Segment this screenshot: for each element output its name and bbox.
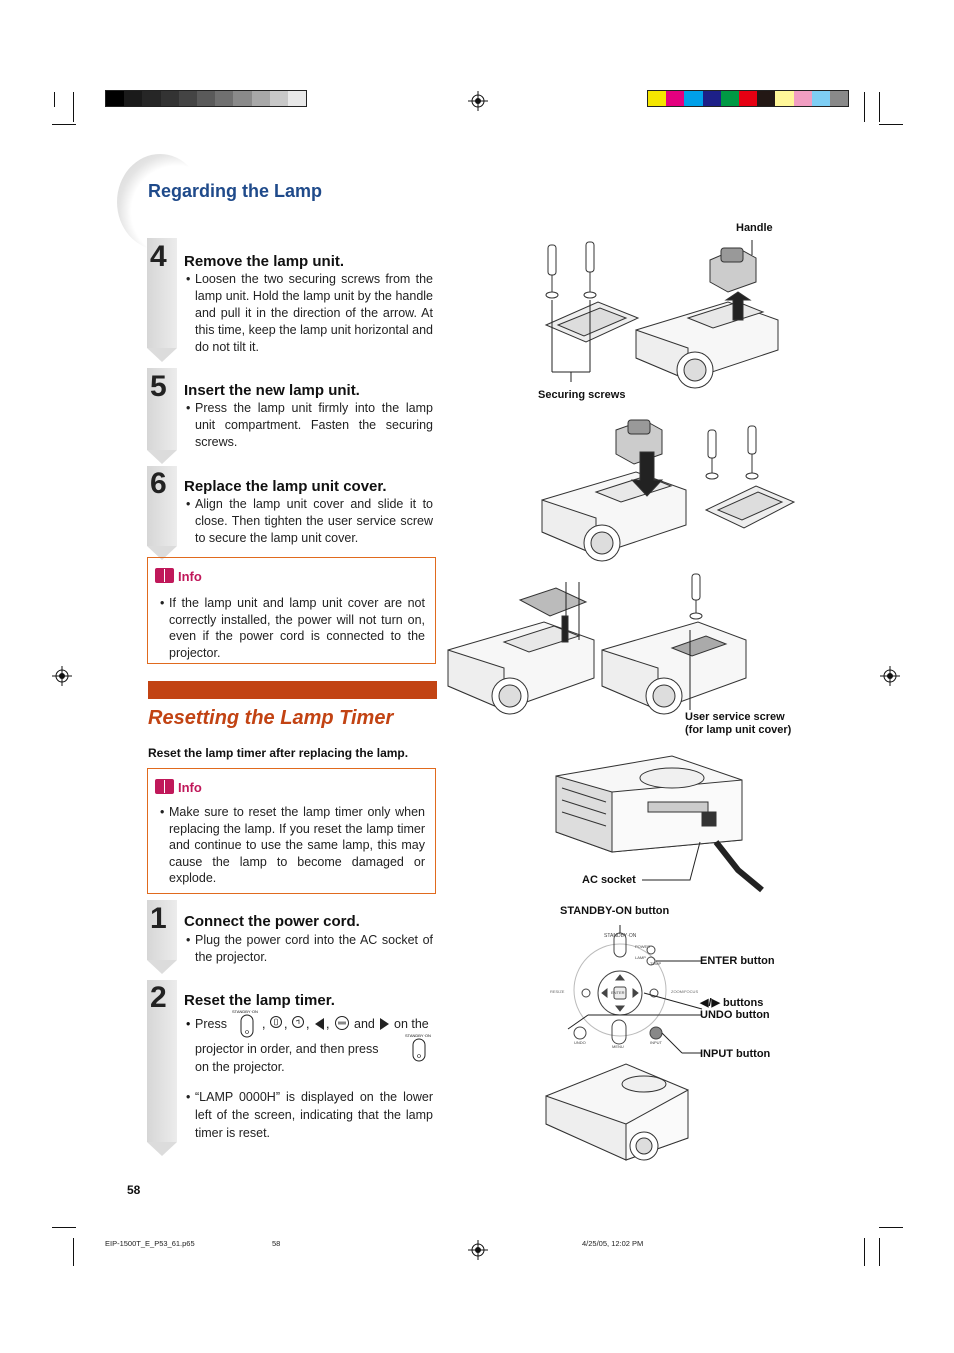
color-swatch [721, 91, 739, 106]
crop-mark [52, 124, 76, 125]
remove-lamp-illustration [538, 230, 838, 400]
step-number: 1 [150, 902, 167, 935]
page-title: Resetting the Lamp Timer [148, 707, 394, 729]
step-text-line: on the projector. [195, 1060, 285, 1074]
footer-page: 58 [272, 1239, 281, 1248]
color-swatch [106, 91, 124, 106]
color-swatch [830, 91, 848, 106]
step-title: Insert the new lamp unit. [184, 382, 360, 399]
small-input-text: INPUT [650, 1040, 662, 1045]
step-text: • Plug the power cord into the AC socket of the projector. [186, 933, 433, 964]
step-text: • Align the lamp unit cover and slide it to close. Then tighten the user service screw to secure the lamp unit cover. [186, 497, 433, 545]
color-swatch [233, 91, 251, 106]
comma: , [326, 1017, 330, 1031]
page-number: 58 [127, 1183, 141, 1197]
color-swatch [666, 91, 684, 106]
step-title: Reset the lamp timer. [184, 992, 335, 1009]
section-subtitle: Reset the lamp timer after replacing the lamp. [148, 746, 409, 760]
projector-overview-illustration [544, 1060, 694, 1165]
step-title: Replace the lamp unit cover. [184, 478, 387, 495]
standby-on-button-icon [412, 1038, 426, 1062]
section-title: Regarding the Lamp [148, 181, 323, 201]
info-text: • If the lamp unit and lamp unit cover are not correctly installed, the power will not turn on, even if the power cord is connected to the projector. [160, 596, 425, 660]
standby-on-button-label: STANDBY-ON button [560, 905, 670, 917]
small-enter-text: ENTER [611, 990, 625, 995]
step-number: 2 [150, 981, 167, 1014]
info-box [147, 557, 436, 664]
small-lamp-text: LAMP [635, 955, 646, 960]
label-line: User service screw [685, 711, 785, 723]
info-box [147, 768, 436, 894]
standby-on-key-label: STANDBY·ON [232, 1009, 258, 1014]
section-band [148, 681, 437, 699]
comma: , [262, 1017, 266, 1031]
arrow-buttons-label: ◀/▶ buttons [700, 997, 764, 1009]
step-text: • Loosen the two securing screws from the lamp unit. Hold the lamp unit by the handle and pull it in the direction of the arrow. At this time, keep the lamp unit horizontal and do not tilt it. [186, 272, 433, 354]
crop-mark [864, 92, 865, 122]
user-service-screw-label [685, 711, 791, 737]
color-swatch [794, 91, 812, 106]
ac-socket-label: AC socket [582, 874, 636, 886]
crop-mark [879, 1227, 903, 1228]
small-zoom-text: ZOOM/FOCUS [671, 989, 699, 994]
color-swatch [161, 91, 179, 106]
color-swatch [703, 91, 721, 106]
footer-filename: EIP-1500T_E_P53_61.p65 [105, 1239, 195, 1248]
color-swatch [215, 91, 233, 106]
book-icon [155, 779, 174, 794]
crop-mark [879, 124, 903, 125]
small-standby-text: STANDBY·ON [604, 933, 637, 939]
standby-on-key-label: STANDBY·ON [405, 1033, 431, 1038]
step-number: 4 [150, 240, 167, 273]
info-text: • Make sure to reset the lamp timer only when replacing the lamp. If you reset the lamp timer and continue to use the same lamp, this may cause the lamp to become damaged or explode. [160, 805, 425, 885]
registration-mark-icon [468, 1240, 488, 1260]
section-swirl-decoration [117, 154, 203, 250]
small-undo-text: UNDO [574, 1040, 586, 1045]
color-swatch [757, 91, 775, 106]
step-text-bullet: • [186, 1017, 191, 1031]
footer-date: 4/25/05, 12:02 PM [582, 1239, 644, 1248]
registration-mark-icon [880, 666, 900, 686]
step-number: 5 [150, 370, 167, 403]
undo-button-label: UNDO button [700, 1009, 770, 1021]
label-line: (for lamp unit cover) [685, 724, 792, 736]
comma: , [306, 1017, 310, 1031]
color-swatch [648, 91, 666, 106]
enter-button-label: ENTER button [700, 955, 775, 967]
step-text: • Press the lamp unit firmly into the lamp unit compartment. Fasten the securing screws. [186, 401, 433, 449]
color-swatch [775, 91, 793, 106]
registration-mark-icon [52, 666, 72, 686]
left-arrow-icon [315, 1018, 325, 1030]
small-menu-text: MENU [612, 1044, 624, 1049]
small-resize-text: RESIZE [550, 989, 565, 994]
input-button-icon [270, 1016, 282, 1030]
replace-cover-illustration [444, 570, 754, 730]
step-number: 6 [150, 467, 167, 500]
color-swatch [124, 91, 142, 106]
step-text: • “LAMP 0000H” is displayed on the lower left of the screen, indicating that the lamp timer is reset. [186, 1090, 433, 1140]
step-title: Connect the power cord. [184, 913, 360, 930]
right-arrow-icon [380, 1018, 390, 1030]
info-label: Info [178, 780, 202, 795]
registration-mark-icon [468, 91, 488, 111]
color-swatch [197, 91, 215, 106]
crop-mark [54, 92, 55, 107]
crop-mark [879, 1238, 880, 1266]
press-text: Press [195, 1017, 227, 1031]
grayscale-color-bar [105, 90, 307, 107]
comma: , [284, 1017, 288, 1031]
color-swatch [739, 91, 757, 106]
securing-screws-label: Securing screws [538, 389, 626, 401]
color-swatch [252, 91, 270, 106]
handle-label: Handle [736, 222, 773, 234]
step-title: Remove the lamp unit. [184, 253, 345, 270]
undo-button-icon [292, 1016, 304, 1030]
color-swatch [684, 91, 702, 106]
color-swatch [288, 91, 306, 106]
step-text-line: projector in order, and then press [195, 1042, 379, 1056]
crop-mark [864, 1238, 865, 1266]
small-power-text: POWER [635, 944, 651, 949]
crop-mark [73, 92, 74, 122]
color-swatch [179, 91, 197, 106]
enter-button-icon [335, 1016, 349, 1030]
info-label: Info [178, 569, 202, 584]
projector-back-illustration [552, 752, 752, 892]
control-panel-illustration [548, 925, 688, 1045]
standby-on-button-icon [240, 1014, 254, 1038]
color-swatch [270, 91, 288, 106]
on-the-text: on the [394, 1017, 429, 1031]
color-swatch [142, 91, 160, 106]
input-button-label: INPUT button [700, 1048, 771, 1060]
and-text: and [354, 1017, 375, 1031]
book-icon [155, 568, 174, 583]
crop-mark [879, 92, 880, 122]
process-color-bar [647, 90, 849, 107]
small-temp-text: TEMP [650, 961, 662, 966]
crop-mark [73, 1238, 74, 1266]
color-swatch [812, 91, 830, 106]
crop-mark [52, 1227, 76, 1228]
insert-lamp-illustration [536, 410, 806, 570]
